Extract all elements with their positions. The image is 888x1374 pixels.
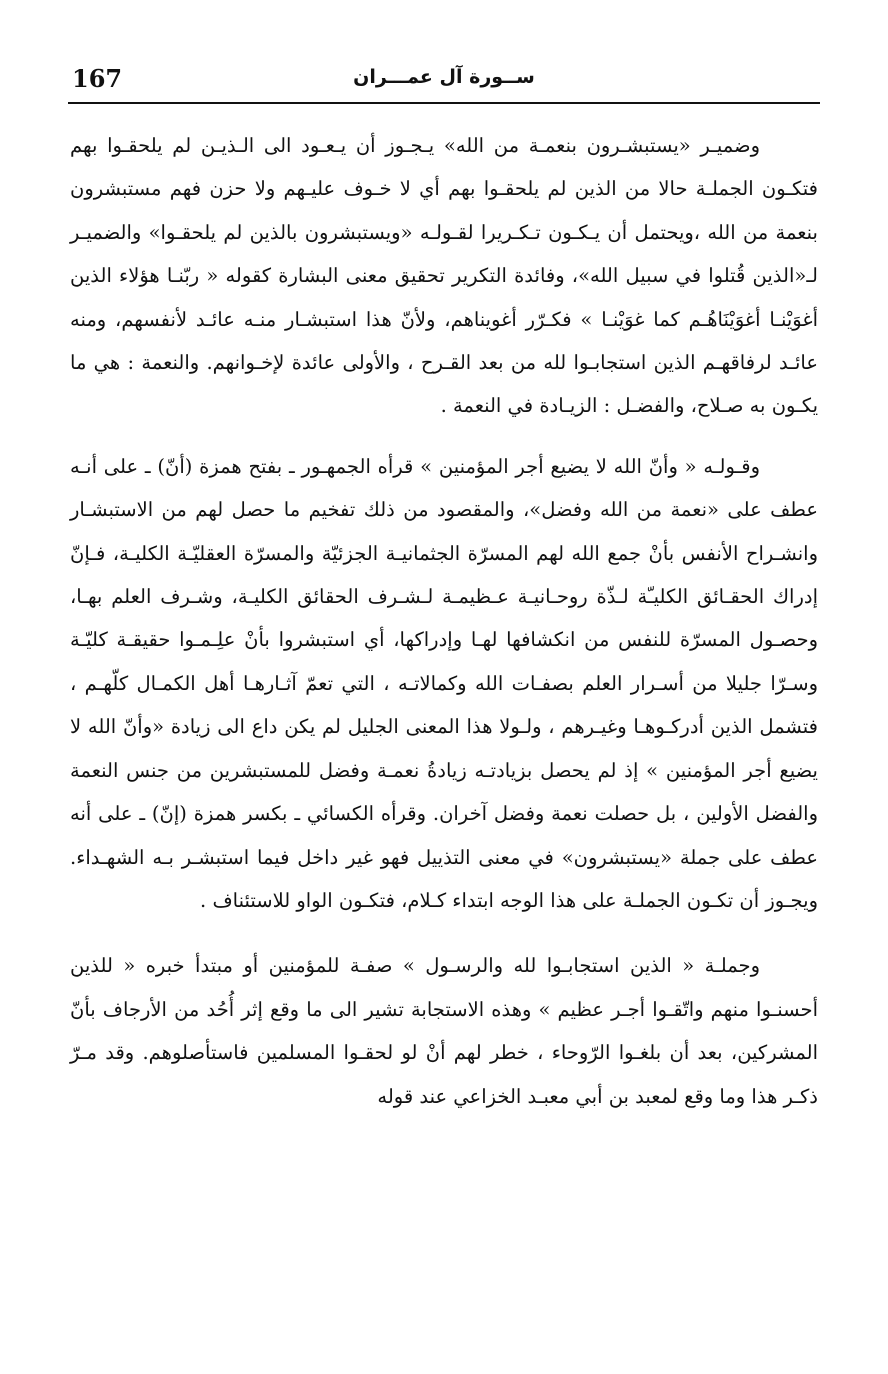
running-title: ســورة آل عمـــران xyxy=(353,66,535,88)
paragraph-1: وضميـر «يستبشـرون بنعمـة من الله» يـجـوز أن يـعـود الى الـذيـن لم يلحقـوا بهم فتكـون الجملـة حالا من الذين لم يلحقـوا بهم أي لا خـوف عليـهم ولا حزن فهم مستبشرون بنعمة من الله ،ويحتمل أن يـكـون تـكـريرا لقـولـه «ويستبشرون بالذين لم يلحقـوا» والضميـر لـ«الذين قُتلوا في سبيل الله»، وفائدة التكرير تحقيق معنى البشارة كقوله « ربّنـا هؤلاء الذين أغوَيْنـا أغوَيْنَاهُـم كما غوَيْنـا » فكـرّر أغويناهم، ولأنّ هذا استبشـار منـه عائـد لأنفسهم، ومنه عائـد لرفاقهـم الذين استجابـوا لله من بعد القـرح ، والأولى عائدة لإخـوانهم. والنعمة : هي ما يكـون به صـلاح، والفضـل : الزيـادة في النعمة . xyxy=(70,134,818,418)
page-body xyxy=(70,124,818,1118)
paragraph-spacer xyxy=(70,922,818,944)
header-rule xyxy=(68,102,820,104)
paragraph-spacer xyxy=(70,428,818,445)
page-header xyxy=(68,62,820,102)
page-number: 167 xyxy=(72,64,123,93)
paragraph-2: وقـولـه « وأنّ الله لا يضيع أجر المؤمنين » قرأه الجمهـور ـ بفتح همزة (أنّ) ـ على أنـه عطف على «نعمة من الله وفضل»، والمقصود من ذلك تفخيم ما حصل لهم من الاستبشـار وانشـراح الأنفس بأنْ جمع الله لهم المسرّة الجثمانيـة الجزئيّة والمسرّة العقليّـة الكليـة، فـإنّ إدراك الحقـائق الكليـّة لـذّة روحـانيـة عـظيمـة لـشـرف الحقائق الكليـة، وشـرف العلم بهـا، وحصـول المسرّة للنفس من انكشافها لهـا وإدراكها، أي استبشروا بأنْ علِـمـوا حقيقـة كليّـة وسـرّا جليلا من أسـرار العلم بصفـات الله وكمالاتـه ، التي تعمّ آثـارهـا أهل الكمـال كلّهـم ، فتشمل الذين أدركـوهـا وغيـرهم ، ولـولا هذا المعنى الجليل لم يكن داع الى زيادة «وأنّ الله لا يضيع أجر المؤمنين » إذ لم يحصل بزيادتـه زيادةُ نعمـة وفضل للمستبشرين من جنس النعمة والفضل الأولين ، بل حصلت نعمة وفضل آخران. وقرأه الكسائي ـ بكسر همزة (إنّ) ـ على أنه عطف على جملة «يستبشرون» في معنى التذييل فهو غير داخل فيما استبشـر بـه الشهـداء. ويجـوز أن تكـون الجملـة على هذا الوجه ابتداء كـلام، فتكـون الواو للاستئناف . xyxy=(70,454,818,912)
paragraph-3: وجملـة « الذين استجابـوا لله والرسـول » صفـة للمؤمنين أو مبتدأ خبره « للذين أحسنـوا منهم واتّقـوا أجـر عظيم » وهذه الاستجابة تشير الى ما وقع إثر أُحُد من الأرجاف بأنّ المشركين، بعد أن بلغـوا الرّوحاء ، خطر لهم أنْ لو لحقـوا المسلمين فاستأصلوهم. وقد مـرّ ذكـر هذا وما وقع لمعبد بن أبي معبـد الخزاعي عند قوله xyxy=(70,954,818,1108)
